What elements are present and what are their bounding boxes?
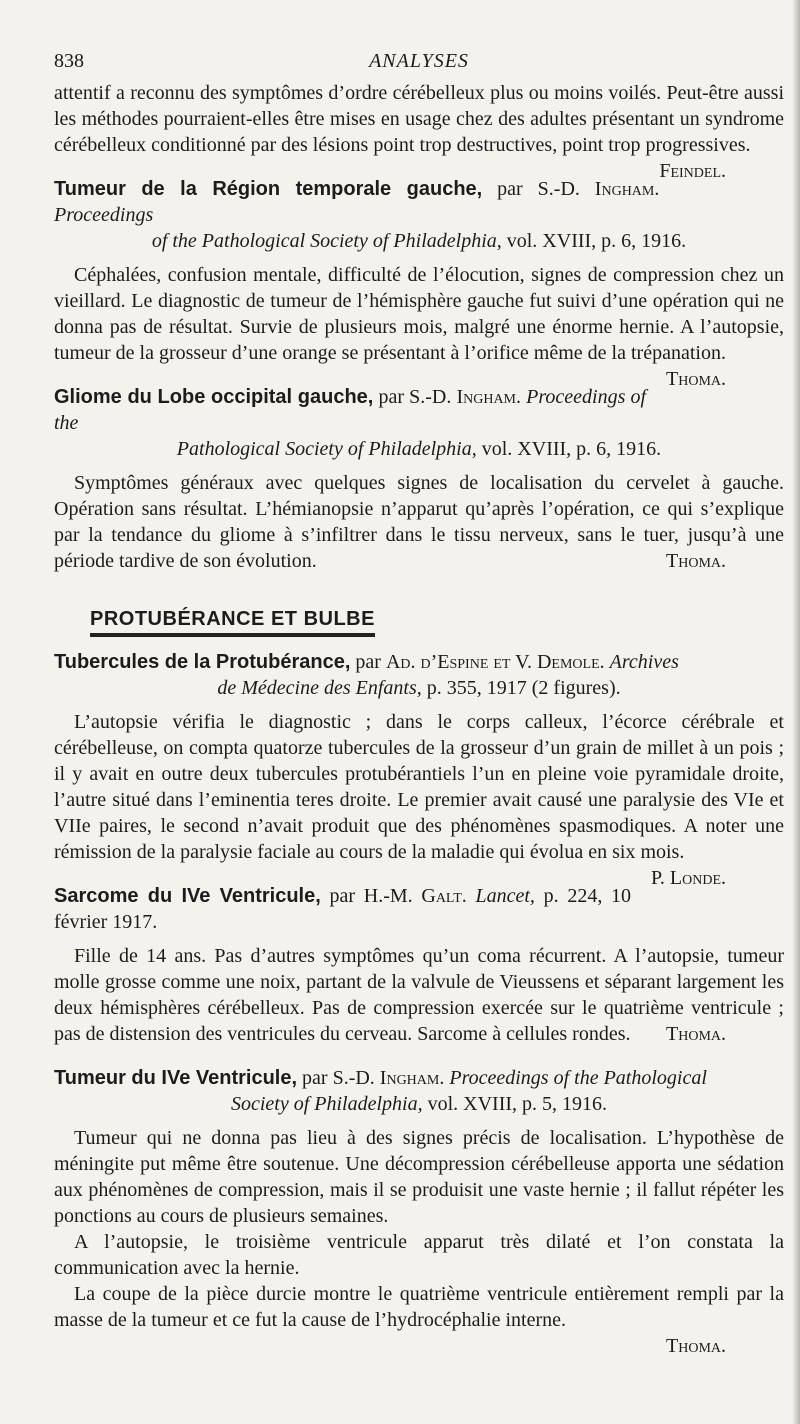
entry-journal-cont: de Médecine des Enfants,	[217, 677, 422, 699]
entry-body: Tumeur qui ne donna pas lieu à des signes précis de localisation. L’hypothèse de méningite put même être soutenue. Une décompression cérébelleuse apporta une sédation aux phénomènes de compression, mais il se produisit une vaste hernie ; il fallut répéter les ponctions au cours de plusieurs semaines.	[54, 1127, 784, 1227]
signature: Thoma.	[666, 1023, 726, 1045]
entry-citation: vol. XVIII, p. 6, 1916.	[481, 438, 662, 460]
page-header	[54, 50, 784, 80]
entry-body	[54, 709, 784, 889]
entry-body-text: Symptômes généraux avec quelques signes de localisation du cervelet à gauche. Opération sans résultat. L’hémianopsie n’apparut qu’après l’opération, ce qui s’explique par la tendance du gliome à s’infiltrer dans le tissu nerveux, sans le tuer, jusqu’à une période tardive de son évolution.	[54, 472, 784, 572]
intro-text: attentif a reconnu des symptômes d’ordre cérébelleux plus ou moins voilés. Peut-être aussi les méthodes pourraient-elles être mises en usage chez des adultes présentant un syndrome cérébelleux conditionné par des lésions point trop destructives, point trop progressives.	[54, 82, 784, 156]
section-heading	[54, 608, 784, 637]
entry-title: Tumeur de la Région temporale gauche,	[54, 178, 483, 200]
entry-citation: p. 224, 10 février 1917.	[54, 885, 632, 933]
entry-title: Tubercules de la Protubérance,	[54, 651, 351, 673]
entry-journal: Proceedings of the	[54, 386, 647, 434]
entry-body-text: L’autopsie vérifia le diagnostic ; dans le corps calleux, l’écorce cérébrale et cérébelleuse, on compta quatorze tubercules de la grosseur d’un grain de millet à un pois ; il y avait en outre deux tubercules protubérantiels l’un en pleine voie pyramidale droite, l’autre situé dans l’eminentia teres droite. Le premier avait causé une paralysie des VIe et VIIe paires, le second n’avait produit que des phénomènes spasmodiques. A noter une rémission de la paralysie faciale au cours de la maladie qui évolua en six mois.	[54, 711, 784, 863]
intro-paragraph	[54, 80, 784, 182]
signature: Feindel.	[659, 160, 726, 182]
entry-body-text: Céphalées, confusion mentale, difficulté de l’élocution, signes de compression chez un vieillard. Le diagnostic de tumeur de l’hémisphère gauche fut suivi d’une opération qui ne donna pas de résultat. Survie de plusieurs mois, malgré une énorme hernie. A l’autopsie, tumeur de la grosseur d’une orange se présentant à l’orifice même de la trépanation.	[54, 264, 784, 364]
entry-title: Gliome du Lobe occipital gauche,	[54, 386, 374, 408]
entry-par: par	[355, 651, 381, 673]
entry-journal-cont: of the Pathological Society of Philadelphia,	[151, 230, 502, 252]
page-edge-shadow	[792, 0, 800, 1424]
entry-journal: Proceedings of the Pathological	[449, 1067, 707, 1089]
entry-author: S.-D. Ingham.	[409, 386, 522, 408]
entry-author: H.-M. Galt.	[363, 885, 467, 907]
entry-author: S.-D. Ingham.	[537, 178, 660, 200]
entry-title: Sarcome du IVe Ventricule,	[54, 885, 321, 907]
entry-header	[54, 649, 784, 701]
entry-par: par	[378, 386, 405, 408]
entry-body: A l’autopsie, le troisième ventricule apparut très dilaté et l’on constata la communication avec la hernie.	[54, 1231, 784, 1279]
signature: Thoma.	[666, 368, 726, 390]
section-title: PROTUBÉRANCE ET BULBE	[90, 608, 375, 637]
entry-title: Tumeur du IVe Ventricule,	[54, 1067, 298, 1089]
entry-journal: Proceedings	[54, 204, 154, 226]
document-page	[54, 50, 784, 1359]
entry-citation: vol. XVIII, p. 5, 1916.	[427, 1093, 608, 1115]
entry-journal: Lancet,	[475, 885, 535, 907]
signature-line	[54, 1333, 784, 1359]
entry-header	[54, 176, 784, 254]
entry-journal-cont: Society of Philadelphia,	[230, 1093, 423, 1115]
entry-par: par	[497, 178, 523, 200]
entry-author: S.-D. Ingham.	[332, 1067, 445, 1089]
entry-par: par	[302, 1067, 328, 1089]
entry-citation: vol. XVIII, p. 6, 1916.	[506, 230, 687, 252]
entry-header	[54, 384, 784, 462]
entry-body: La coupe de la pièce durcie montre le quatrième ventricule entièrement rempli par la masse de la tumeur et ce fut la cause de l’hydrocéphalie interne.	[54, 1283, 784, 1331]
signature: Thoma.	[666, 550, 726, 572]
running-title: ANALYSES	[369, 50, 469, 72]
signature: P. Londe.	[650, 867, 726, 889]
entry-body	[54, 943, 784, 1047]
entry-journal-cont: Pathological Society of Philadelphia,	[176, 438, 477, 460]
entry-body-text: Fille de 14 ans. Pas d’autres symptômes qu’un coma récurrent. A l’autopsie, tumeur molle grosse comme une noix, partant de la valvule de Vieussens et séparant largement les deux hémisphères cérébelleux. Pas de compression exercée sur le quatrième ventricule ; pas de distension des ventricules du cerveau. Sarcome à cellules rondes.	[54, 945, 784, 1045]
entry-body	[54, 470, 784, 574]
page-number: 838	[54, 50, 84, 72]
entry-author: Ad. d’Espine et V. Demole.	[385, 651, 605, 673]
entry-par: par	[329, 885, 356, 907]
entry-journal: Archives	[609, 651, 679, 673]
signature: Thoma.	[666, 1335, 726, 1357]
entry-header	[54, 1065, 784, 1117]
entry-body	[54, 262, 784, 390]
entry-citation: p. 355, 1917 (2 figures).	[426, 677, 621, 699]
